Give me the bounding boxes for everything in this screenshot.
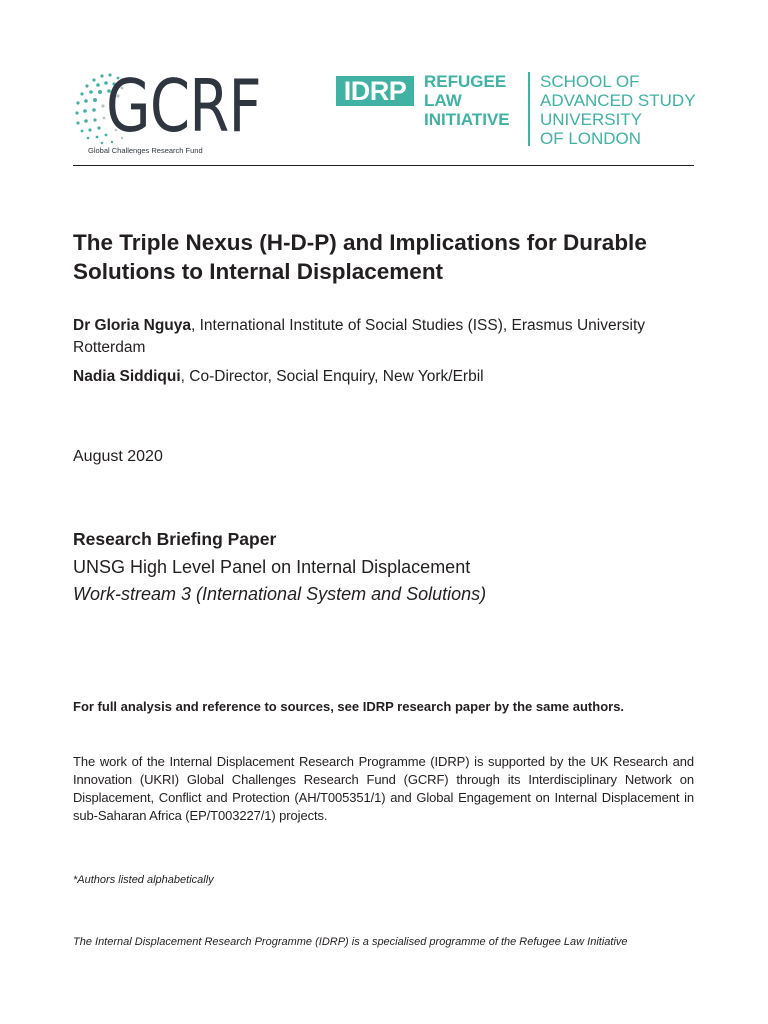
header-divider: [73, 165, 694, 166]
author-entry: [73, 366, 698, 388]
author-name: Dr Gloria Nguya: [73, 317, 191, 334]
footer-note: The Internal Displacement Research Programme (IDRP) is a specialised programme of the Refugee Law Initiative: [73, 936, 628, 948]
document-title: The Triple Nexus (H-D-P) and Implications for Durable Solutions to Internal Displacement: [73, 230, 647, 284]
author-name: Nadia Siddiqui: [73, 368, 181, 385]
full-analysis-note: For full analysis and reference to sources, see IDRP research paper by the same authors.: [73, 699, 625, 714]
author-affiliation: , Co-Director, Social Enquiry, New York/Erbil: [180, 368, 484, 385]
sas-line: ADVANCED STUDY: [540, 91, 696, 110]
rli-line: INITIATIVE: [424, 110, 510, 129]
publication-date: August 2020: [73, 448, 163, 465]
gcrf-wordmark: GCRF: [106, 64, 261, 148]
logo-divider: [528, 72, 530, 146]
workstream: Work-stream 3 (International System and Solutions): [73, 584, 487, 604]
sas-line: OF LONDON: [540, 129, 642, 148]
rli-line: LAW: [424, 91, 462, 110]
funding-statement: The work of the Internal Displacement Research Programme (IDRP) is supported by the UK Research and Innovation (UKRI) Global Challenges Research Fund (GCRF) through its Interdisciplinary Network on Displacement, Conflict and Protection (AH/T005351/1) and Global Engagement on Internal Displacement in sub-Saharan Africa (EP/T003227/1) projects.: [73, 754, 694, 823]
author-affiliation: , International Institute of Social Studies (ISS), Erasmus University Rotterdam: [73, 317, 645, 356]
sas-line: SCHOOL OF: [540, 72, 640, 91]
gcrf-subtitle: Global Challenges Research Fund: [88, 146, 203, 155]
rli-line: REFUGEE: [424, 72, 507, 91]
school-of-advanced-study-wordmark: [540, 72, 696, 148]
author-entry: [73, 315, 698, 359]
refugee-law-initiative-wordmark: [424, 72, 510, 129]
gcrf-logo: [72, 64, 261, 158]
sas-line: UNIVERSITY: [540, 110, 643, 129]
idrp-badge: IDRP: [336, 76, 414, 106]
panel-name: UNSG High Level Panel on Internal Displacement: [73, 557, 471, 577]
paper-type: Research Briefing Paper: [73, 529, 277, 549]
authors-note: *Authors listed alphabetically: [73, 874, 214, 886]
idrp-rli-sas-logo: [336, 72, 696, 152]
